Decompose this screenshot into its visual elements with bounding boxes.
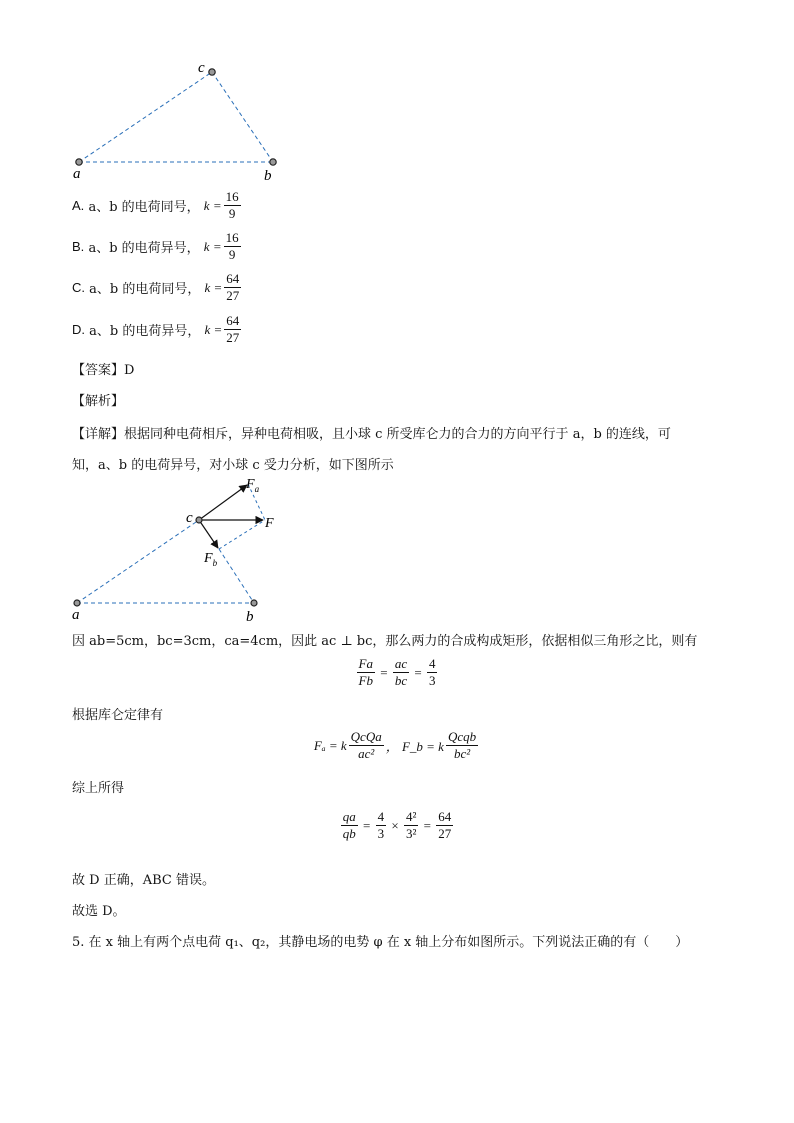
option-text: a、b 的电荷同号， [88, 200, 200, 215]
option-a [72, 189, 243, 222]
detail-tag: 【详解】 [72, 427, 125, 442]
charge-b [251, 600, 257, 606]
summary-label: 综上所得 [72, 781, 125, 796]
answer-line [72, 359, 134, 378]
fraction: $\frac{64}{27}$ [438, 809, 452, 841]
option-text: a、b 的电荷同号， [89, 282, 201, 297]
option-text: a、b 的电荷异号， [88, 241, 200, 256]
fraction: $\frac{qa}{qb}$ [342, 809, 356, 841]
segment-cb [212, 72, 273, 162]
denominator: 27 [226, 330, 240, 345]
detail-line-1: 【详解】根据同种电荷相斥，异种电荷相吸，且小球 c 所受库仑力的合力的方向平行于 a，b 的连线，可 [72, 427, 671, 442]
coulomb-label: 根据库仑定律有 [72, 708, 164, 723]
label-fb: $F_b$ [204, 551, 218, 568]
fraction [224, 230, 241, 263]
fraction [224, 189, 241, 222]
fraction: $\frac{4}{3}$ [428, 656, 436, 688]
option-d [72, 313, 243, 346]
option-b [72, 230, 243, 263]
label-c: c [198, 60, 205, 76]
segment-ac [79, 72, 212, 162]
fraction: $\frac{\text{QcQa}}{\text{ac²}}$ [350, 729, 382, 761]
denominator: 27 [226, 288, 240, 303]
force-diagram [60, 474, 300, 624]
numerator: 64 [226, 271, 240, 286]
option-letter: A. [72, 198, 85, 213]
numerator: 16 [225, 230, 239, 245]
label-b: b [264, 168, 272, 184]
k-label: k = [203, 197, 222, 213]
charge-c [209, 69, 215, 75]
denominator: 9 [228, 206, 236, 221]
k-label: k = [204, 321, 223, 337]
segment-cb [219, 549, 254, 603]
option-letter: C. [72, 280, 85, 295]
answer-value: D [124, 363, 135, 378]
denominator: 9 [228, 247, 236, 262]
option-text: a、b 的电荷异号， [89, 324, 201, 339]
triangle-figure [60, 58, 300, 184]
because-line: 因 ab=5cm，bc=3cm，ca=4cm，因此 ac ⊥ bc，那么两力的合成构成矩形，依据相似三角形之比，则有 [72, 634, 698, 649]
segment-ac [77, 520, 199, 603]
label-a: a [73, 166, 81, 182]
label-f: F [265, 516, 274, 531]
option-c [72, 271, 243, 304]
fraction: $\frac{\text{Qcqb}}{\text{bc²}}$ [447, 729, 477, 761]
equation-ratio: $\frac{Fa}{Fb}$ = $\frac{ac}{bc}$ = $\frac{4}{3}$ [358, 656, 436, 688]
question-5: 5. 在 x 轴上有两个点电荷 q₁、q₂，其静电场的电势 φ 在 x 轴上分布如图所示。下列说法正确的有（ ） [72, 935, 689, 950]
charge-a [74, 600, 80, 606]
detail-line-2: 知，a、b 的电荷异号，对小球 c 受力分析，如下图所示 [72, 458, 394, 473]
fraction: $\frac{ac}{bc}$ [394, 656, 408, 688]
label-c: c [186, 510, 193, 526]
fraction [224, 313, 241, 346]
parallel-fb-f [219, 520, 265, 549]
fraction: $\frac{Fa}{Fb}$ [358, 656, 373, 688]
charge-a [76, 159, 82, 165]
fraction: $\frac{\text{4²}}{\text{3²}}$ [405, 809, 417, 841]
option-letter: B. [72, 239, 85, 254]
answer-tag: 【答案】 [72, 363, 125, 378]
charge-b [270, 159, 276, 165]
arrow-fb [199, 520, 218, 548]
fraction: $\frac{4}{3}$ [377, 809, 385, 841]
label-b: b [246, 609, 254, 624]
numerator: 64 [226, 313, 240, 328]
analysis-tag: 【解析】 [72, 394, 125, 409]
equation-result: $\frac{qa}{qb}$ = $\frac{4}{3}$ × $\frac{\text{4²}}{\text{3²}}$ = $\frac{64}{27}$ [342, 809, 452, 841]
charge-c [196, 517, 202, 523]
label-fa: $F_a$ [246, 477, 260, 494]
label-a: a [72, 607, 80, 623]
conclusion-1: 故 D 正确，ABC 错误。 [72, 873, 215, 888]
option-letter: D. [72, 322, 85, 337]
conclusion-2: 故选 D。 [72, 904, 126, 919]
arrow-fa [199, 485, 247, 520]
k-label: k = [203, 238, 222, 254]
equation-coulomb: Fₐ = k $\frac{\text{QcQa}}{\text{ac²}}$ ， F_b = k $\frac{\text{Qcqb}}{\text{bc²}}$ [313, 729, 477, 761]
fraction [224, 271, 241, 304]
k-label: k = [204, 279, 223, 295]
numerator: 16 [225, 189, 239, 204]
